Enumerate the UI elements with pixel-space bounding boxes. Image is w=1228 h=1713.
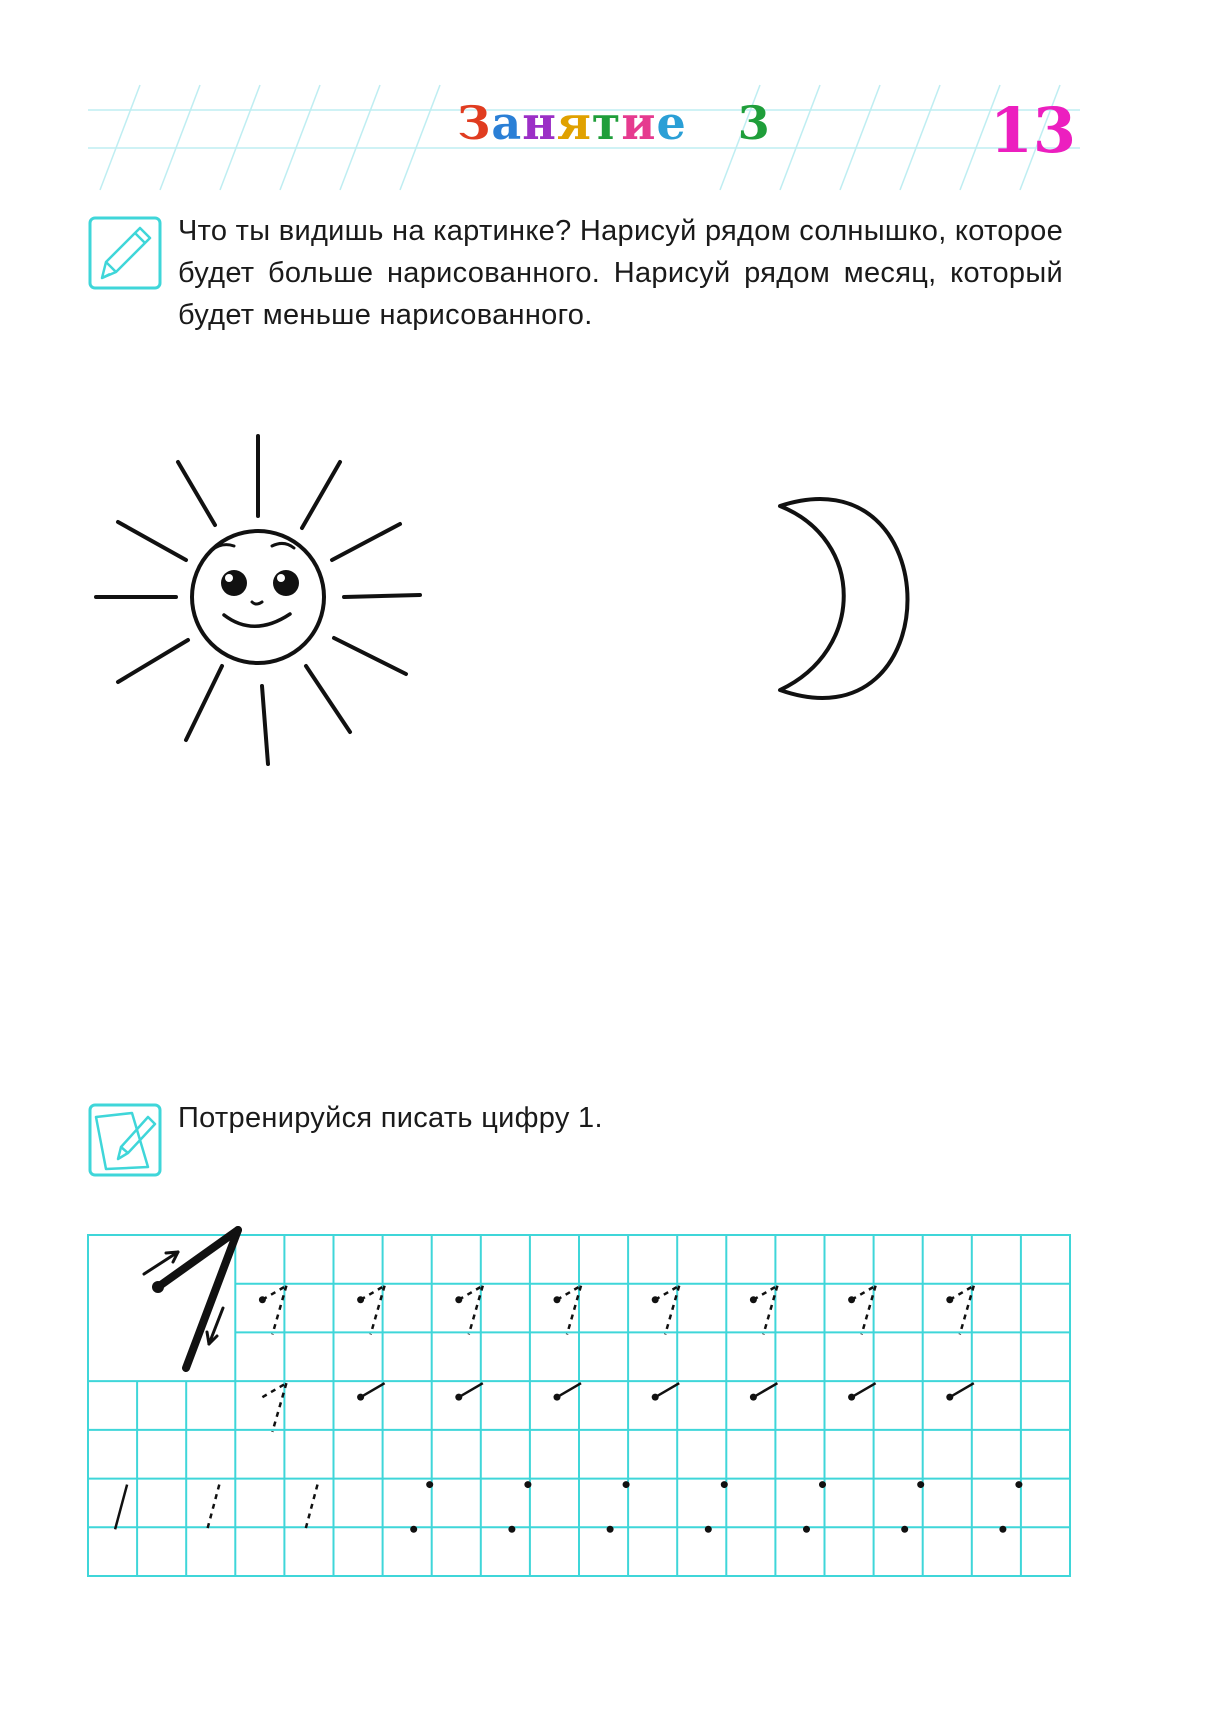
digit-hook xyxy=(946,1383,974,1401)
digit-hook xyxy=(554,1383,582,1401)
guide-dots xyxy=(607,1481,630,1533)
start-dot xyxy=(652,1296,659,1303)
start-dot xyxy=(554,1296,561,1303)
start-dot xyxy=(750,1296,757,1303)
dotted-digit-one xyxy=(259,1286,287,1335)
guide-dot xyxy=(426,1481,433,1488)
grid-lines xyxy=(88,1235,1070,1576)
dotted-digit-one xyxy=(554,1286,582,1335)
guide-dot xyxy=(803,1526,810,1533)
digit-hook xyxy=(652,1383,680,1401)
guide-dots xyxy=(901,1481,924,1533)
guide-dot xyxy=(410,1526,417,1533)
title-letter: т xyxy=(591,96,622,150)
title-letter: З xyxy=(457,96,492,150)
smiling-sun-icon xyxy=(96,436,420,764)
guide-dot xyxy=(705,1526,712,1533)
start-dot xyxy=(946,1394,953,1401)
dotted-digit-one xyxy=(357,1286,385,1335)
crescent-moon-icon xyxy=(780,499,908,698)
hook-stroke xyxy=(753,1383,777,1397)
hook-stroke xyxy=(361,1383,385,1397)
guide-dots xyxy=(803,1481,826,1533)
dotted-stick xyxy=(306,1485,318,1530)
digit-hook xyxy=(848,1383,876,1401)
start-dot xyxy=(357,1394,364,1401)
pencil-icon xyxy=(88,216,162,290)
start-dot xyxy=(554,1394,561,1401)
guide-dot xyxy=(917,1481,924,1488)
title-letter: и xyxy=(621,96,657,150)
start-dot xyxy=(750,1394,757,1401)
lesson-word xyxy=(457,96,704,150)
start-dot xyxy=(652,1394,659,1401)
title-letter: а xyxy=(491,96,523,150)
sample-digit-one xyxy=(144,1230,238,1368)
guide-dot xyxy=(819,1481,826,1488)
digit-hook xyxy=(357,1383,385,1401)
digit-hook xyxy=(750,1383,778,1401)
title-letter: е xyxy=(656,96,687,150)
task1-text: Что ты видишь на картинке? Нарисуй рядом солнышко, которое будет больше нарисованного. Нарисуй рядом месяц, который будет меньше нарисованного. xyxy=(178,215,1063,331)
guide-dot xyxy=(623,1481,630,1488)
guide-dot xyxy=(524,1481,531,1488)
start-dot xyxy=(152,1281,164,1293)
guide-dots xyxy=(508,1481,531,1533)
guide-dot xyxy=(508,1526,515,1533)
trace-dash xyxy=(306,1485,318,1530)
hook-stroke xyxy=(655,1383,679,1397)
start-dot xyxy=(455,1296,462,1303)
start-dot xyxy=(946,1296,953,1303)
lesson-number: 3 xyxy=(737,96,771,150)
guide-dot xyxy=(999,1526,1006,1533)
title-letter: я xyxy=(556,96,592,150)
pencil-writing-icon xyxy=(88,1103,162,1177)
illustration xyxy=(0,420,1228,780)
solid-stick xyxy=(115,1485,127,1530)
page-number: 13 xyxy=(989,94,1076,167)
copybook-grid xyxy=(0,1210,1228,1590)
hook-stroke xyxy=(557,1383,581,1397)
dotted-digit-one xyxy=(262,1383,286,1432)
task2-text: Потренируйся писать цифру 1. xyxy=(178,1102,603,1134)
guide-dots xyxy=(410,1481,433,1533)
start-dot xyxy=(455,1394,462,1401)
start-dot xyxy=(848,1296,855,1303)
guide-dot xyxy=(721,1481,728,1488)
hook-stroke xyxy=(852,1383,876,1397)
guide-dots xyxy=(705,1481,728,1533)
title-letter: н xyxy=(522,96,557,150)
guide-dots xyxy=(999,1481,1022,1533)
start-dot xyxy=(357,1296,364,1303)
start-dot xyxy=(259,1296,266,1303)
dotted-digit-one xyxy=(848,1286,876,1335)
stick-stroke xyxy=(115,1485,127,1530)
dotted-digit-one xyxy=(652,1286,680,1335)
guide-dot xyxy=(1015,1481,1022,1488)
dotted-digit-one xyxy=(946,1286,974,1335)
trace-dash xyxy=(207,1485,219,1530)
guide-dot xyxy=(901,1526,908,1533)
hook-stroke xyxy=(950,1383,974,1397)
dotted-digit-one xyxy=(455,1286,483,1335)
hook-stroke xyxy=(459,1383,483,1397)
dotted-stick xyxy=(207,1485,219,1530)
digit-hook xyxy=(455,1383,483,1401)
guide-dot xyxy=(607,1526,614,1533)
dotted-digit-one xyxy=(750,1286,778,1335)
start-dot xyxy=(848,1394,855,1401)
